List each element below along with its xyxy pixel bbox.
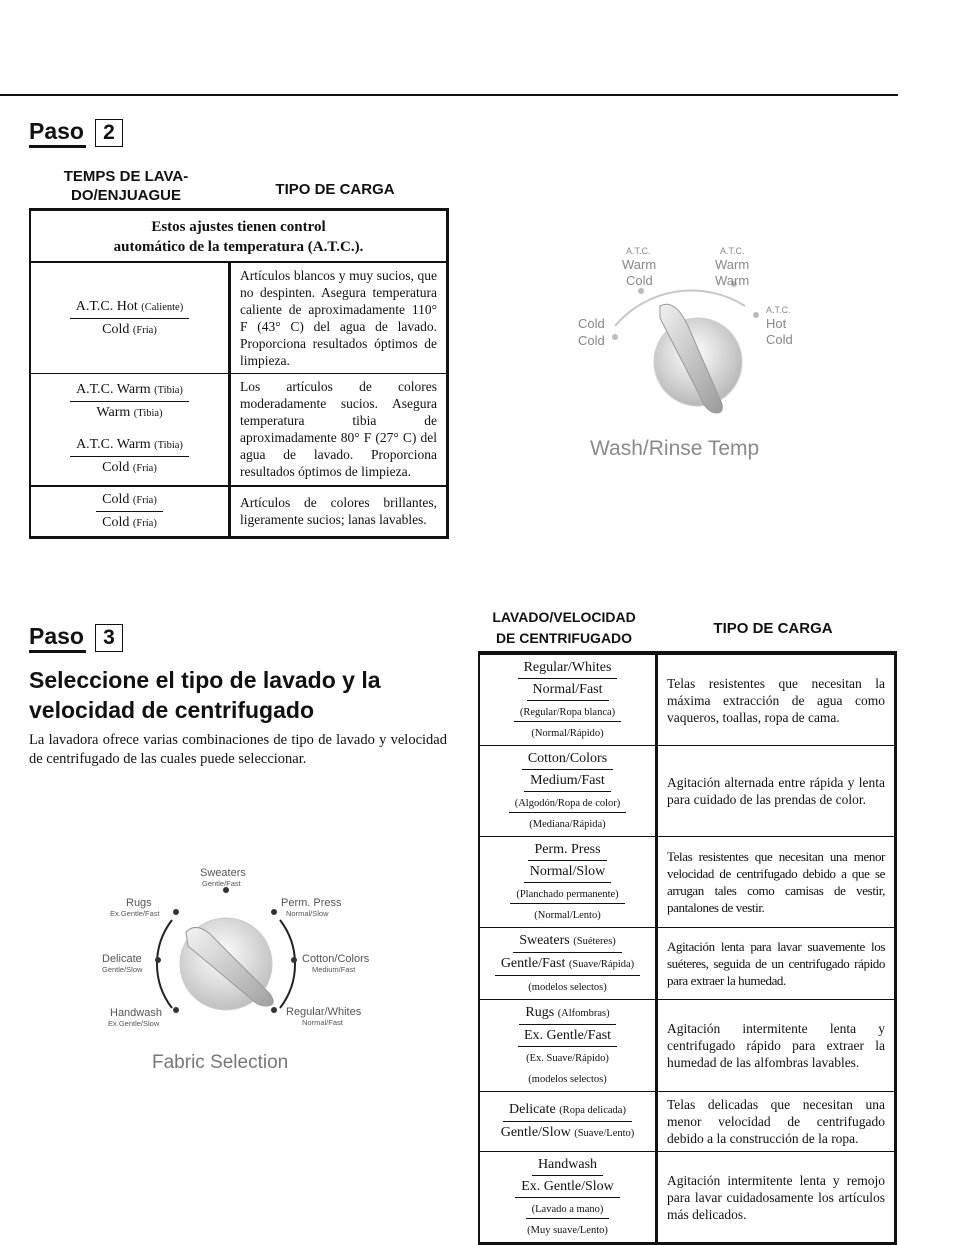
table-row	[479, 837, 896, 928]
temp-setting: A.T.C. Hot (Caliente) Cold (Fría)	[30, 262, 230, 374]
cycle-setting: Perm. Press Normal/Slow (Planchado permanente) (Normal/Lento)	[479, 837, 657, 928]
dial-label: Cold	[578, 333, 605, 348]
dial-dot	[173, 909, 179, 915]
dial-arc	[157, 920, 172, 1008]
load-description: Telas resistentes que necesitan la máxima extracción de agua como vaqueros, toallas, ropa de cama.	[657, 653, 896, 746]
dial-label: Sweaters	[200, 867, 246, 879]
step2-number: 2	[95, 119, 123, 147]
dial-dot	[612, 334, 618, 340]
wash-rinse-temp-dial	[560, 236, 820, 468]
step2-header-left: TEMPS DE LAVA-DO/ENJUAGUE	[63, 168, 189, 204]
dial-label: Hot	[766, 316, 787, 331]
dial-label-atc: A.T.C.	[720, 246, 745, 256]
dial-label: Cold	[626, 273, 653, 288]
load-description: Agitación intermitente lenta y centrifugado rápido para extraer la humedad de las alfombras lavables.	[657, 1000, 896, 1092]
dial-dot	[173, 1007, 179, 1013]
fabric-selection-dial	[100, 860, 390, 1080]
dial-sublabel: Normal/Fast	[302, 1018, 343, 1027]
cycle-setting: Handwash Ex. Gentle/Slow (Lavado a mano) (Muy suave/Lento)	[479, 1152, 657, 1244]
temp-setting: Cold (Fría) Cold (Fría)	[30, 486, 230, 538]
cycle-setting: Regular/Whites Normal/Fast (Regular/Ropa blanca) (Normal/Rápido)	[479, 653, 657, 746]
table-row	[30, 262, 448, 374]
dial-title: Wash/Rinse Temp	[590, 437, 760, 460]
table-row	[479, 928, 896, 1000]
table-row	[479, 1000, 896, 1092]
step3-number: 3	[95, 624, 123, 652]
dial-label-atc: A.T.C.	[766, 305, 791, 315]
wash-temp-table	[29, 208, 449, 539]
table-row	[479, 653, 896, 746]
load-description: Telas resistentes que necesitan una menor velocidad de centrifugado debido a que se arrugan tales como camisas de vestir, pantalones de vestir.	[657, 837, 896, 928]
dial-dot	[271, 909, 277, 915]
dial-label: Cold	[578, 316, 605, 331]
dial-label: Warm	[622, 257, 657, 272]
load-description: Los artículos de colores moderadamente sucios. Asegura temperatura tibia de aproximadamente 80° F (27° C) del agua de lavado. Proporciona resultados óptimos de limpieza.	[230, 374, 448, 486]
step3-title: Seleccione el tipo de lavado y la velocidad de centrifugado	[29, 667, 381, 723]
dial-dot	[753, 312, 759, 318]
load-description: Agitación alternada entre rápida y lenta para cuidado de las prendas de color.	[657, 746, 896, 837]
step2-header-right: TIPO DE CARGA	[275, 181, 395, 198]
dial-label: Regular/Whites	[286, 1006, 362, 1018]
dial-sublabel: Normal/Slow	[286, 909, 329, 918]
dial-label: Warm	[715, 273, 750, 288]
load-description: Artículos de colores brillantes, ligeramente sucios; lanas lavables.	[230, 486, 448, 538]
dial-label: Delicate	[102, 953, 142, 965]
load-description: Agitación lenta para lavar suavemente los suéteres, seguida de un centrifugado rápido para extraer la humedad.	[657, 928, 896, 1000]
table-row	[479, 1152, 896, 1244]
step3-word: Paso	[29, 622, 86, 653]
step2-heading	[29, 117, 123, 148]
cycle-setting: Rugs (Alfombras) Ex. Gentle/Fast (Ex. Suave/Rápido) (modelos selectos)	[479, 1000, 657, 1092]
step3-header-left: LAVADO/VELOCIDAD DE CENTRIFUGADO	[492, 609, 636, 646]
dial-dot	[638, 288, 644, 294]
dial-label: Cold	[766, 332, 793, 347]
dial-label: Cotton/Colors	[302, 953, 370, 965]
step2-word: Paso	[29, 117, 86, 148]
dial-sublabel: Medium/Fast	[312, 965, 356, 974]
dial-sublabel: Ex.Gentle/Fast	[110, 909, 160, 918]
load-description: Agitación intermitente lenta y remojo para lavar cuidadosamente los artículos más delicados.	[657, 1152, 896, 1244]
load-description: Artículos blancos y muy sucios, que no despinten. Asegura temperatura caliente de aproximadamente 110° F (43° C) del agua de lavado. Proporciona resultados óptimos de limpieza.	[230, 262, 448, 374]
dial-sublabel: Gentle/Fast	[202, 879, 241, 888]
dial-label: Perm. Press	[281, 897, 342, 909]
dial-sublabel: Ex.Gentle/Slow	[108, 1019, 160, 1028]
temp-setting: A.T.C. Warm (Tibia) Warm (Tibia) A.T.C. Warm (Tibia) Cold (Fría)	[30, 374, 230, 486]
table-row	[479, 746, 896, 837]
cycle-setting: Sweaters (Suéteres) Gentle/Fast (Suave/Rápida) (modelos selectos)	[479, 928, 657, 1000]
step3-header-right: TIPO DE CARGA	[713, 620, 833, 637]
fabric-selection-table	[478, 651, 897, 1245]
dial-dot	[291, 957, 297, 963]
dial-dot	[271, 1007, 277, 1013]
cycle-setting: Delicate (Ropa delicada) Gentle/Slow (Suave/Lento)	[479, 1092, 657, 1152]
step3-heading	[29, 622, 123, 653]
top-rule	[0, 94, 898, 96]
dial-label: Handwash	[110, 1007, 162, 1019]
dial-label-atc: A.T.C.	[626, 246, 651, 256]
dial-dot	[155, 957, 161, 963]
table-row	[30, 486, 448, 538]
dial-label: Warm	[715, 257, 750, 272]
table-row	[479, 1092, 896, 1152]
table-row	[30, 374, 448, 486]
dial-label: Rugs	[126, 897, 152, 909]
dial-sublabel: Gentle/Slow	[102, 965, 143, 974]
cycle-setting: Cotton/Colors Medium/Fast (Algodón/Ropa de color) (Mediana/Rápida)	[479, 746, 657, 837]
atc-note: Estos ajustes tienen control automático de la temperatura (A.T.C.).	[30, 210, 448, 263]
dial-arc	[280, 920, 295, 1008]
step3-intro: La lavadora ofrece varias combinaciones de tipo de lavado y velocidad de centrifugado de las cuales puede seleccionar.	[29, 732, 447, 767]
dial-title: Fabric Selection	[152, 1052, 289, 1073]
load-description: Telas delicadas que necesitan una menor velocidad de centrifugado debido a la construcción de la ropa.	[657, 1092, 896, 1152]
